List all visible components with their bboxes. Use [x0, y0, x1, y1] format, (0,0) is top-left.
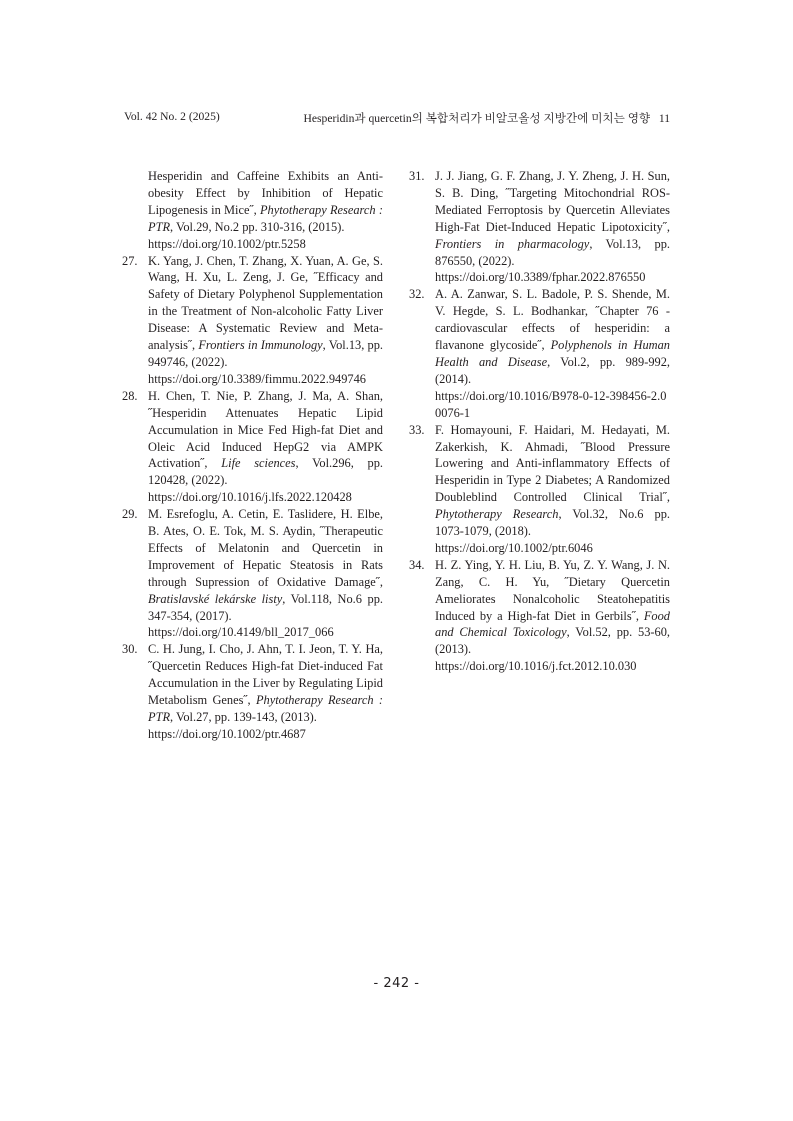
journal-name: Life sciences	[221, 456, 296, 471]
reference-text: F. Homayouni, F. Haidari, M. Hedayati, M. Zakerkish, K. Ahmadi, ˝Blood Pressure Lowering and Anti-inflammatory Effects of Hesperidin in Type 2 Diabetes; A Randomized Doubleblind Controlled Clinical Trial˝, Phytotherapy Research, Vol.32, No.6 pp. 1073-1079, (2018).	[435, 422, 670, 539]
reference-27	[122, 253, 383, 388]
reference-text: Hesperidin and Caffeine Exhibits an Anti-obesity Effect by Inhibition of Hepatic Lipogenesis in Mice˝, Phytotherapy Research : PTR, Vol.29, No.2 pp. 310-316, (2015).	[148, 169, 383, 234]
reference-32	[409, 286, 670, 421]
doi-link[interactable]: https://doi.org/10.3389/fphar.2022.876550	[435, 270, 646, 285]
running-header	[124, 110, 670, 128]
reference-number: 33.	[409, 422, 425, 437]
right-column	[409, 168, 670, 675]
reference-text: A. A. Zanwar, S. L. Badole, P. S. Shende, M. V. Hegde, S. L. Bodhankar, ˝Chapter 76 - cardiovascular effects of hesperidin: a flavanone glycoside˝, Polyphenols in Human Health and Disease, Vol.2, pp. 989-992, (2014).	[435, 287, 671, 386]
reference-31	[409, 168, 670, 286]
journal-name: Phytotherapy Research : PTR	[148, 202, 383, 234]
reference-number: 30.	[122, 642, 138, 657]
journal-name: Phytotherapy Research	[435, 507, 559, 522]
journal-name: Frontiers in pharmacology	[435, 236, 590, 251]
reference-text: H. Z. Ying, Y. H. Liu, B. Yu, Z. Y. Wang, J. N. Zang, C. H. Yu, ˝Dietary Quercetin Ameliorates Nonalcoholic Steatohepatitis Induced by a High-fat Diet in Gerbils˝, Food and Chemical Toxicology, Vol.52, pp. 53-60, (2013).	[435, 557, 671, 657]
doi-link[interactable]: https://doi.org/10.1002/ptr.6046	[435, 540, 593, 555]
doi-link[interactable]: https://doi.org/10.1016/j.fct.2012.10.030	[435, 659, 637, 674]
reference-number: 28.	[122, 388, 138, 403]
journal-name: Frontiers in Immunology	[198, 338, 323, 353]
reference-30	[122, 641, 383, 742]
reference-number: 31.	[409, 169, 425, 183]
reference-29	[122, 506, 383, 641]
reference-number: 34.	[409, 557, 425, 572]
doi-link[interactable]: https://doi.org/10.1016/j.lfs.2022.120428	[148, 490, 352, 505]
journal-name: Bratislavské lekárske listy	[148, 591, 283, 606]
reference-number: 32.	[409, 287, 425, 302]
reference-text: C. H. Jung, I. Cho, J. Ahn, T. I. Jeon, T. Y. Ha, ˝Quercetin Reduces High-fat Diet-induced Fat Accumulation in the Liver by Regulating Lipid Metabolism Genes˝, Phytotherapy Research : PTR, Vol.27, pp. 139-143, (2013).	[148, 642, 384, 724]
doi-link[interactable]: https://doi.org/10.1002/ptr.4687	[148, 726, 306, 741]
reference-28	[122, 388, 383, 506]
reference-34	[409, 557, 670, 675]
reference-text: J. J. Jiang, G. F. Zhang, J. Y. Zheng, J. H. Sun, S. B. Ding, ˝Targeting Mitochondrial ROS-Mediated Ferroptosis by Quercetin Alleviates High-Fat Diet-Induced Hepatic Lipotoxicity˝, Frontiers in pharmacology, Vol.13, pp. 876550, (2022).	[435, 169, 670, 268]
footer-page-number: - 242 -	[373, 976, 420, 991]
running-title: Hesperidin과 quercetin의 복합처리가 비알코올성 지방간에 미치는 영향	[303, 112, 651, 125]
journal-volume: Vol. 42 No. 2 (2025)	[124, 110, 220, 123]
header-page-number: 11	[658, 112, 670, 125]
reference-text: M. Esrefoglu, A. Cetin, E. Taslidere, H. Elbe, B. Ates, O. E. Tok, M. S. Aydin, ˝Therapeutic Effects of Melatonin and Quercetin in Improvement of Hepatic Steatosis in Rats through Supression of Oxidative Damage˝, Bratislavské lekárske listy, Vol.118, No.6 pp. 347-354, (2017).	[148, 507, 383, 623]
journal-name: Food and Chemical Toxicology	[435, 608, 670, 640]
page-footer	[0, 976, 793, 991]
journal-name: Phytotherapy Research : PTR	[148, 693, 384, 724]
running-title-block	[304, 110, 670, 126]
doi-link[interactable]: https://doi.org/10.4149/bll_2017_066	[148, 625, 334, 640]
doi-link[interactable]: https://doi.org/10.1016/B978-0-12-398456-2.00076-1	[435, 388, 667, 420]
reference-text: H. Chen, T. Nie, P. Zhang, J. Ma, A. Shan, ˝Hesperidin Attenuates Hepatic Lipid Accumulation in Mice Fed High-fat Diet and Oleic Acid Induced HepG2 via AMPK Activation˝, Life sciences, Vol.296, pp. 120428, (2022).	[148, 388, 384, 488]
reference-number: 29.	[122, 507, 138, 522]
reference-number: 27.	[122, 253, 138, 268]
doi-link[interactable]: https://doi.org/10.3389/fimmu.2022.949746	[148, 371, 366, 386]
reference-continued	[122, 168, 383, 253]
doi-link[interactable]: https://doi.org/10.1002/ptr.5258	[148, 236, 306, 251]
left-column	[122, 168, 383, 743]
reference-33	[409, 422, 670, 557]
reference-text: K. Yang, J. Chen, T. Zhang, X. Yuan, A. Ge, S. Wang, H. Xu, L. Zeng, J. Ge, ˝Efficacy and Safety of Dietary Polyphenol Supplementation in the Treatment of Non-alcoholic Fatty Liver Disease: A Systematic Review and Meta-analysis˝, Frontiers in Immunology, Vol.13, pp. 949746, (2022).	[148, 253, 383, 369]
journal-name: Polyphenols in Human Health and Disease	[435, 338, 670, 369]
